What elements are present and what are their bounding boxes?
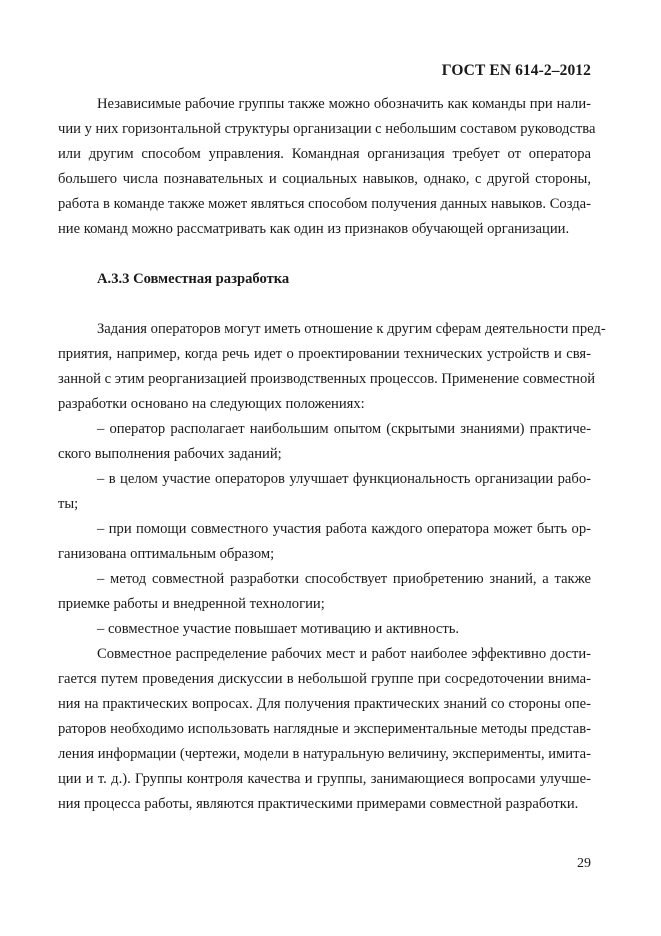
bullet-list	[58, 417, 591, 642]
text-line: ние команд можно рассматривать как один из признаков обучающей организации.	[58, 221, 570, 237]
text-line: ского выполнения рабочих заданий;	[58, 446, 282, 462]
text-line: – в целом участие операторов улучшает функциональность организации рабо-	[97, 471, 591, 487]
text-line: – совместное участие повышает мотивацию и активность.	[97, 621, 460, 637]
text-line: приятия, например, когда речь идет о проектировании технических устройств и свя-	[58, 346, 591, 362]
text-line: – метод совместной разработки способствует приобретению знаний, а также	[97, 571, 591, 587]
text-line: Независимые рабочие группы также можно обозначить как команды при нали-	[97, 96, 591, 112]
text-line: большего числа познавательных и социальных навыков, однако, с другой стороны,	[58, 171, 591, 187]
text-line: занной с этим реорганизацией производственных процессов. Применение совместной	[58, 371, 596, 387]
text-line: – при помощи совместного участия работа каждого оператора может быть ор-	[97, 521, 591, 537]
text-line: Задания операторов могут иметь отношение к другим сферам деятельности пред-	[97, 321, 606, 337]
paragraph-joint-design	[58, 317, 606, 417]
text-line: приемке работы и внедренной технологии;	[58, 596, 325, 612]
text-line: ления информации (чертежи, модели в натуральную величину, эксперименты, имита-	[58, 746, 591, 762]
page-content	[58, 92, 606, 817]
section-heading: А.3.3 Совместная разработка	[97, 271, 290, 287]
page-number: 29	[577, 856, 591, 871]
text-line: гается путем проведения дискуссии в небольшой группе при сосредоточении внима-	[58, 671, 591, 687]
text-line: ния процесса работы, являются практическими примерами совместной разработки.	[58, 796, 579, 812]
list-item	[58, 567, 591, 617]
text-line: ции и т. д.). Группы контроля качества и группы, занимающиеся вопросами улучше-	[58, 771, 591, 787]
text-line: разработки основано на следующих положениях:	[58, 396, 365, 412]
text-line: раторов необходимо использовать наглядные и экспериментальные методы представ-	[58, 721, 591, 737]
text-line: – оператор располагает наибольшим опытом (скрытыми знаниями) практиче-	[97, 421, 591, 437]
paragraph-distribution	[58, 642, 591, 817]
list-item	[58, 467, 591, 517]
document-header: ГОСТ EN 614-2–2012	[441, 62, 591, 79]
text-line: работа в команде также может являться способом получения данных навыков. Созда-	[58, 196, 591, 212]
text-line: Совместное распределение рабочих мест и работ наиболее эффективно дости-	[97, 646, 591, 662]
text-line: ганизована оптимальным образом;	[58, 546, 275, 562]
text-line: или другим способом управления. Командная организация требует от оператора	[58, 146, 591, 162]
text-line: ты;	[58, 496, 79, 512]
list-item	[58, 417, 591, 467]
text-line: ния на практических вопросах. Для получения практических знаний со стороны опе-	[58, 696, 591, 712]
list-item	[58, 517, 591, 567]
paragraph-teams	[58, 92, 596, 242]
list-item	[58, 617, 591, 642]
text-line: чии у них горизонтальной структуры организации с небольшим составом руководства	[58, 121, 596, 137]
